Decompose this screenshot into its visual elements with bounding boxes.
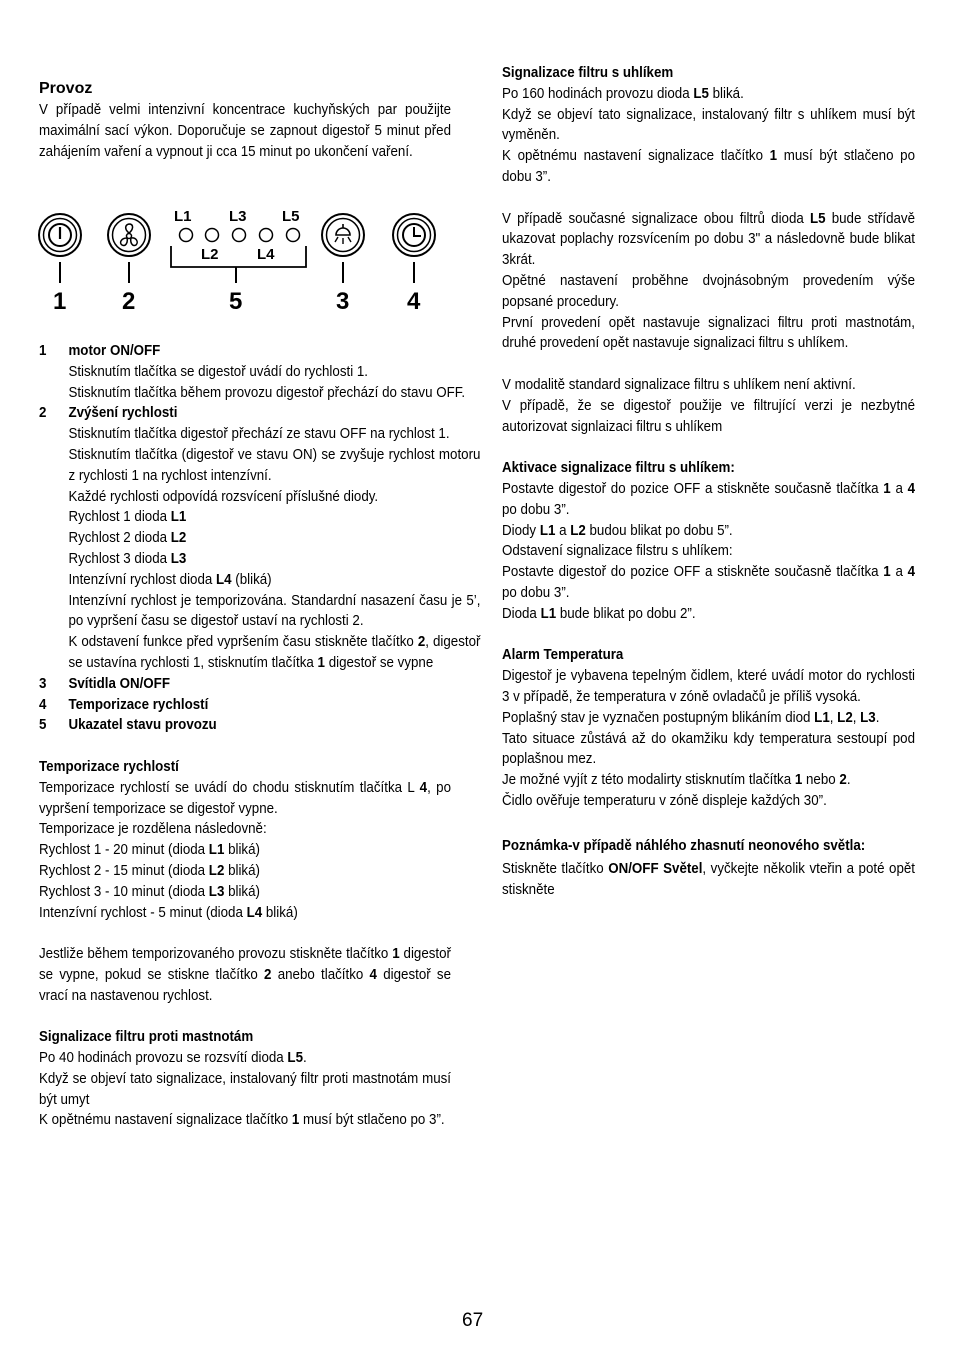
alarm-text-5: Čidlo ověřuje temperaturu v zóně displeje každých 30”.	[502, 792, 827, 809]
speed-line: Rychlost 3 dioda L3	[68, 550, 187, 567]
carbon-text-2: Když se objeví tato signalizace, instalovaný filtr s uhlíkem musí být vyměněn.	[502, 106, 916, 144]
note-title: Poznámka-v případě náhlého zhasnutí neonového světla:	[502, 838, 866, 855]
both-text-3: První provedení opět nastavuje signalizaci filtru proti mastnotám, druhé provedení opět nastavuje signalizaci filtru s uhlíkem.	[502, 314, 916, 352]
carbon-title: Signalizace filtru s uhlíkem	[502, 65, 674, 81]
item-3: 3 Svítidla ON/OFF	[39, 675, 170, 692]
page-number: 67	[462, 1310, 484, 1331]
std-text-1: V modalitě standard signalizace filtru s uhlíkem není aktivní.	[502, 376, 856, 393]
both-text-1: V případě současné signalizace obou filtrů dioda L5 bude střídavě ukazovat poplachy rozsvícením po dobu 3" a následovně bude blikat 3krát.	[502, 210, 916, 269]
both-text-2: Opětné nastavení proběhne dvojnásobným provedením výše popsané procedury.	[502, 272, 916, 310]
led-label-l1: L1	[174, 208, 192, 225]
alarm-text-1: Digestoř je vybavena tepelným čidlem, které uvádí motor do rychlosti 3 v případě, že temperatura v zóně ovladačů je příliš vysoká.	[502, 668, 916, 705]
callout-1: 1	[53, 288, 67, 315]
temp-line: Rychlost 1 - 20 minut (dioda L1 bliká)	[39, 842, 260, 859]
temp-title: Temporizace rychlostí	[39, 758, 179, 775]
callout-2: 2	[122, 288, 136, 315]
grease-text-3: K opětnému nastavení signalizace tlačítko 1 musí být stlačeno po 3”.	[39, 1112, 445, 1129]
alarm-title: Alarm Temperatura	[502, 647, 624, 664]
temp-text-2: Temporizace je rozdělena následovně:	[39, 821, 267, 838]
speed-line: Intenzívní rychlost dioda L4 (bliká)	[68, 571, 272, 588]
power-button-icon	[39, 214, 81, 256]
activation-text-4: Postavte digestoř do pozice OFF a stiskněte současně tlačítka 1 a 4 po dobu 3”.	[502, 564, 916, 601]
speed-line: Rychlost 1 dioda L1	[68, 509, 187, 526]
temp-line: Rychlost 3 - 10 minut (dioda L3 bliká)	[39, 883, 260, 900]
right-column	[502, 63, 915, 901]
item-1: 1 motor ON/OFF Stisknutím tlačítka se digestoř uvádí do rychlosti 1. Stisknutím tlačítka během provozu digestoř přechází do stavu OFF.	[39, 343, 466, 401]
item-4: 4 Temporizace rychlostí	[39, 696, 209, 713]
temp-line: Intenzívní rychlost - 5 minut (dioda L4 bliká)	[39, 904, 298, 921]
carbon-text-1: Po 160 hodinách provozu dioda L5 bliká.	[502, 85, 744, 102]
carbon-text-3: K opětnému nastavení signalizace tlačítko 1 musí být stlačeno po dobu 3”.	[502, 148, 916, 185]
led-label-l2: L2	[201, 246, 219, 263]
speed-line: Rychlost 2 dioda L2	[68, 530, 187, 547]
grease-title: Signalizace filtru proti mastnotám	[39, 1029, 254, 1046]
item-5: 5 Ukazatel stavu provozu	[39, 717, 217, 734]
temp-text-3: Jestliže během temporizovaného provozu stiskněte tlačítko 1 digestoř se vypne, pokud se stiskne tlačítko 2 anebo tlačítko 4 digestoř se vrací na nastavenou rychlost.	[39, 946, 452, 1004]
provoz-title: Provoz	[39, 80, 93, 97]
note-text: Stiskněte tlačítko ON/OFF Světel, vyčkejte několik vteřin a poté opět stiskněte	[502, 861, 916, 899]
left-body	[39, 341, 481, 1131]
callout-5: 5	[229, 288, 243, 315]
temp-text-1: Temporizace rychlostí se uvádí do chodu stisknutím tlačítka L 4, po vypršení temporizace se digestoř vypne.	[39, 779, 452, 817]
provoz-text: V případě velmi intenzivní koncentrace kuchyňských par použijte maximální sací výkon. Doporučuje se zapnout digestoř 5 minut před zahájením vaření a vypnout ji cca 15 minut po ukončení vaření.	[39, 102, 452, 160]
activation-text-1: Postavte digestoř do pozice OFF a stiskněte současně tlačítka 1 a 4 po dobu 3”.	[502, 480, 916, 518]
timer-button-icon	[393, 214, 435, 256]
activation-text-2: Diody L1 a L2 budou blikat po dobu 5”.	[502, 522, 733, 539]
callout-4: 4	[407, 288, 421, 315]
alarm-text-2: Poplašný stav je vyznačen postupným blikáním diod L1, L2, L3.	[502, 709, 880, 726]
led-label-l4: L4	[257, 246, 275, 263]
temp-line: Rychlost 2 - 15 minut (dioda L2 bliká)	[39, 862, 260, 879]
fan-button-icon	[108, 214, 150, 256]
alarm-text-4: Je možné vyjít z této modalirty stisknutím tlačítka 1 nebo 2.	[502, 772, 851, 789]
activation-text-3: Odstavení signalizace filstru s uhlíkem:	[502, 543, 733, 560]
light-button-icon	[322, 214, 364, 256]
item-2: 2 Zvýšení rychlosti Stisknutím tlačítka digestoř přechází ze stavu OFF na rychlost 1. Stisknutím tlačítka (digestoř ve stavu ON) se zvyšuje rychlost motoru z rychlosti 1 na rychlost intenzívní. Každé rychlosti odpovídá rozsvícení příslušné diody. Rychlost 1 dioda L1 Rychlost 2 dioda L2 Rychlost 3 dioda L3 Intenzívní rychlost dioda L4 (bliká) Intenzívní rychlost je temporizována. Standardní nasazení času je 5’, po vypršení času se digestoř ustaví na rychlosti 2. K odstavení funkce před vypršením času stiskněte tlačítko 2, digestoř se ustavína rychlosti 1, stisknutím tlačítka 1 digestoř se vypne	[39, 405, 481, 671]
activation-title: Aktivace signalizace filtru s uhlíkem:	[502, 460, 735, 477]
grease-text-2: Když se objeví tato signalizace, instalovaný filtr proti mastnotám musí být umyt	[39, 1070, 452, 1108]
callout-3: 3	[336, 288, 350, 315]
alarm-text-3: Tato situace zůstává až do okamžiku kdy temperatura sestoupí pod poplašnou mez.	[502, 730, 916, 768]
std-text-2: V případě, že se digestoř použije ve filtrující verzi je nezbytné autorizovat signlaizaci filtru s uhlíkem	[502, 397, 916, 435]
led-indicators	[171, 208, 306, 267]
led-label-l3: L3	[229, 208, 247, 225]
activation-text-5: Dioda L1 bude blikat po dobu 2”.	[502, 605, 696, 622]
control-panel-diagram	[36, 205, 456, 320]
led-label-l5: L5	[282, 208, 300, 225]
grease-text-1: Po 40 hodinách provozu se rozsvítí dioda L5.	[39, 1050, 307, 1067]
